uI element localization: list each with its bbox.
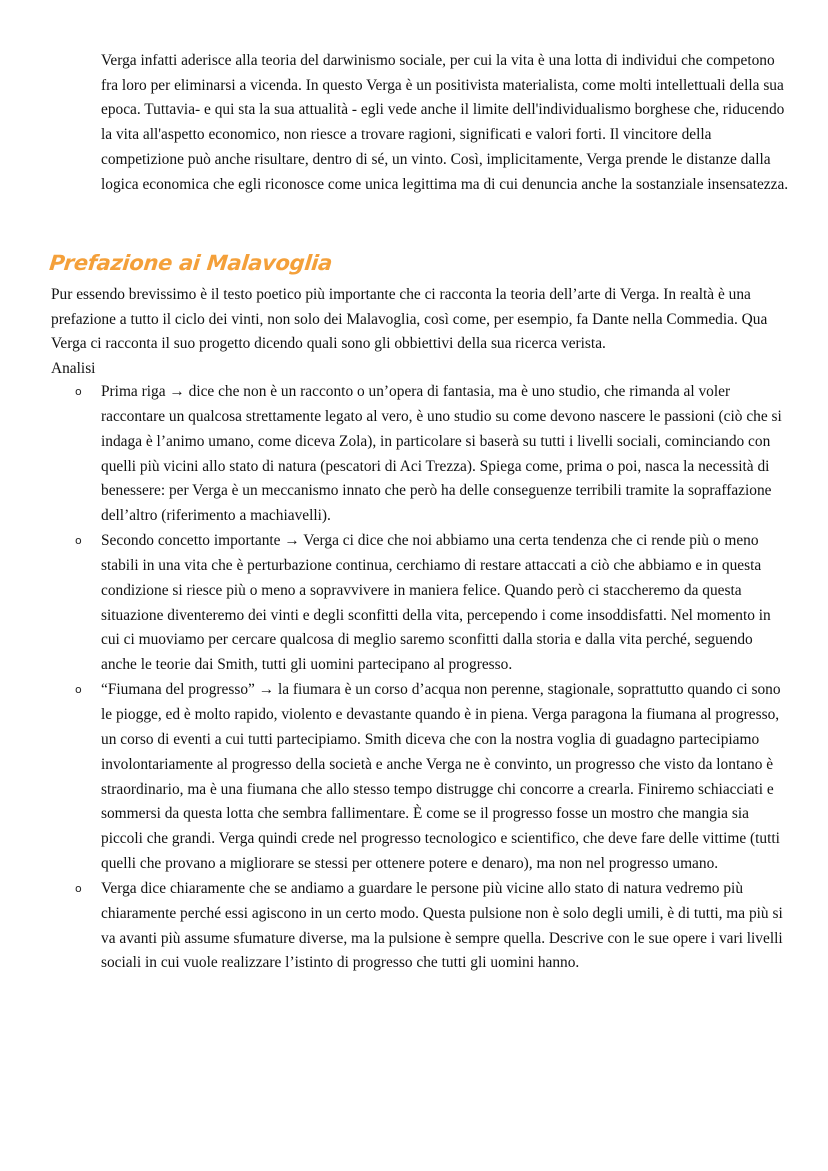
list-item-text: “Fiumana del progresso” → la fiumara è un corso d’acqua non perenne, stagionale, soprattutto quando ci sono le piogge, ed è molto rapido, violento e devastante quando è in piena. Verga paragona la fiumana al progresso, un corso di eventi a cui tutti partecipiamo. Smith diceva che con la nostra voglia di guadagno partecipiamo involontariamente al progresso della società e anche Verga ne è convinto, un progresso che visto da lontano è straordinario, ma è una fiumana che allo stesso tempo distrugge chi concorre a crearla. Finiremo schiacciati e sommersi da questa lotta che sembra fallimentare. È come se il progresso fosse un mostro che mangia sia piccoli che grandi. Verga quindi crede nel progresso tecnologico e scientifico, che deve fare delle vittime (tutti quelli che provano a migliorare se stessi per ottenere potere e denaro), ma non nel progresso umano. (101, 681, 781, 873)
list-item (0, 678, 791, 877)
list-item (0, 529, 791, 678)
analysis-label: Analisi (51, 360, 96, 378)
hollow-bullet-icon: o (75, 534, 82, 548)
list-item-text: Prima riga → dice che non è un racconto o un’opera di fantasia, ma è uno studio, che rimanda al voler raccontare un qualcosa strettamente legato al vero, è uno studio su come devono nascere le passioni (ciò che si indaga è l’animo umano, come diceva Zola), in particolare si baserà su tutti i livelli sociali, cominciando con quelli più vicini allo stato di natura (pescatori di Aci Trezza). Spiega come, prima o poi, nasca la necessità di benessere: per Verga è un meccanismo innato che però ha delle conseguenze terribili tramite la sopraffazione dell’altro (riferimento a machiavelli). (101, 383, 782, 525)
hollow-bullet-icon: o (75, 385, 82, 398)
intro-paragraph: Verga infatti aderisce alla teoria del darwinismo sociale, per cui la vita è una lotta di individui che competono fra loro per eliminarsi a vicenda. In questo Verga è un positivista materialista, come molti intellettuali della sua epoca. Tuttavia- e qui sta la sua attualità - egli vede anche il limite dell'individualismo borghese che, riducendo la vita all'aspetto economico, non riesce a trovare ragioni, significati e valori forti. Il vincitore della competizione può anche risultare, dentro di sé, un vinto. Così, implicitamente, Verga prende le distanze dalla logica economica che egli riconosce come unica legittima ma di cui denuncia anche la sostanziale insensatezza. (101, 52, 789, 193)
hollow-bullet-icon: o (75, 881, 82, 895)
list-item-text: Verga dice chiaramente che se andiamo a guardare le persone più vicine allo stato di natura vedremo più chiaramente perché essi agiscono in un certo modo. Questa pulsione non è solo degli umili, è di tutti, ma più si va avanti più assume sfumature diverse, ma la pulsione è sempre quella. Descrive con le sue opere i vari livelli sociali in cui vuole realizzare l’istinto di progresso che tutti gli uomini hanno. (101, 879, 783, 972)
analysis-list (0, 380, 828, 976)
section-heading: Prefazione ai Malavoglia (48, 251, 334, 275)
lead-paragraph (51, 283, 786, 382)
hollow-bullet-icon: o (75, 683, 82, 697)
list-item (0, 877, 791, 976)
list-item-text: Secondo concetto importante → Verga ci dice che noi abbiamo una certa tendenza che ci rende più o meno stabili in una vita che è perturbazione continua, cerchiamo di restare attaccati a ciò che abbiamo e in questa condizione si riesce più o meno a sopravvivere in maniera felice. Quando però ci staccheremo da questa situazione diventeremo dei vinti e degli sconfitti della vita, percependo i come insoddisfatti. Nel momento in cui ci muoviamo per cercare qualcosa di meglio saremo sconfitti dalla storia e dalla vita perché, seguendo anche le teorie dai Smith, tutti gli uomini partecipano al progresso. (101, 532, 771, 674)
list-item (0, 380, 791, 529)
lead-text: Pur essendo brevissimo è il testo poetico più importante che ci racconta la teoria dell’arte di Verga. In realtà è una prefazione a tutto il ciclo dei vinti, non solo dei Malavoglia, così come, per esempio, fa Dante nella Commedia. Qua Verga ci racconta il suo progetto dicendo quali sono gli obbiettivi della sua ricerca verista. (51, 286, 768, 353)
